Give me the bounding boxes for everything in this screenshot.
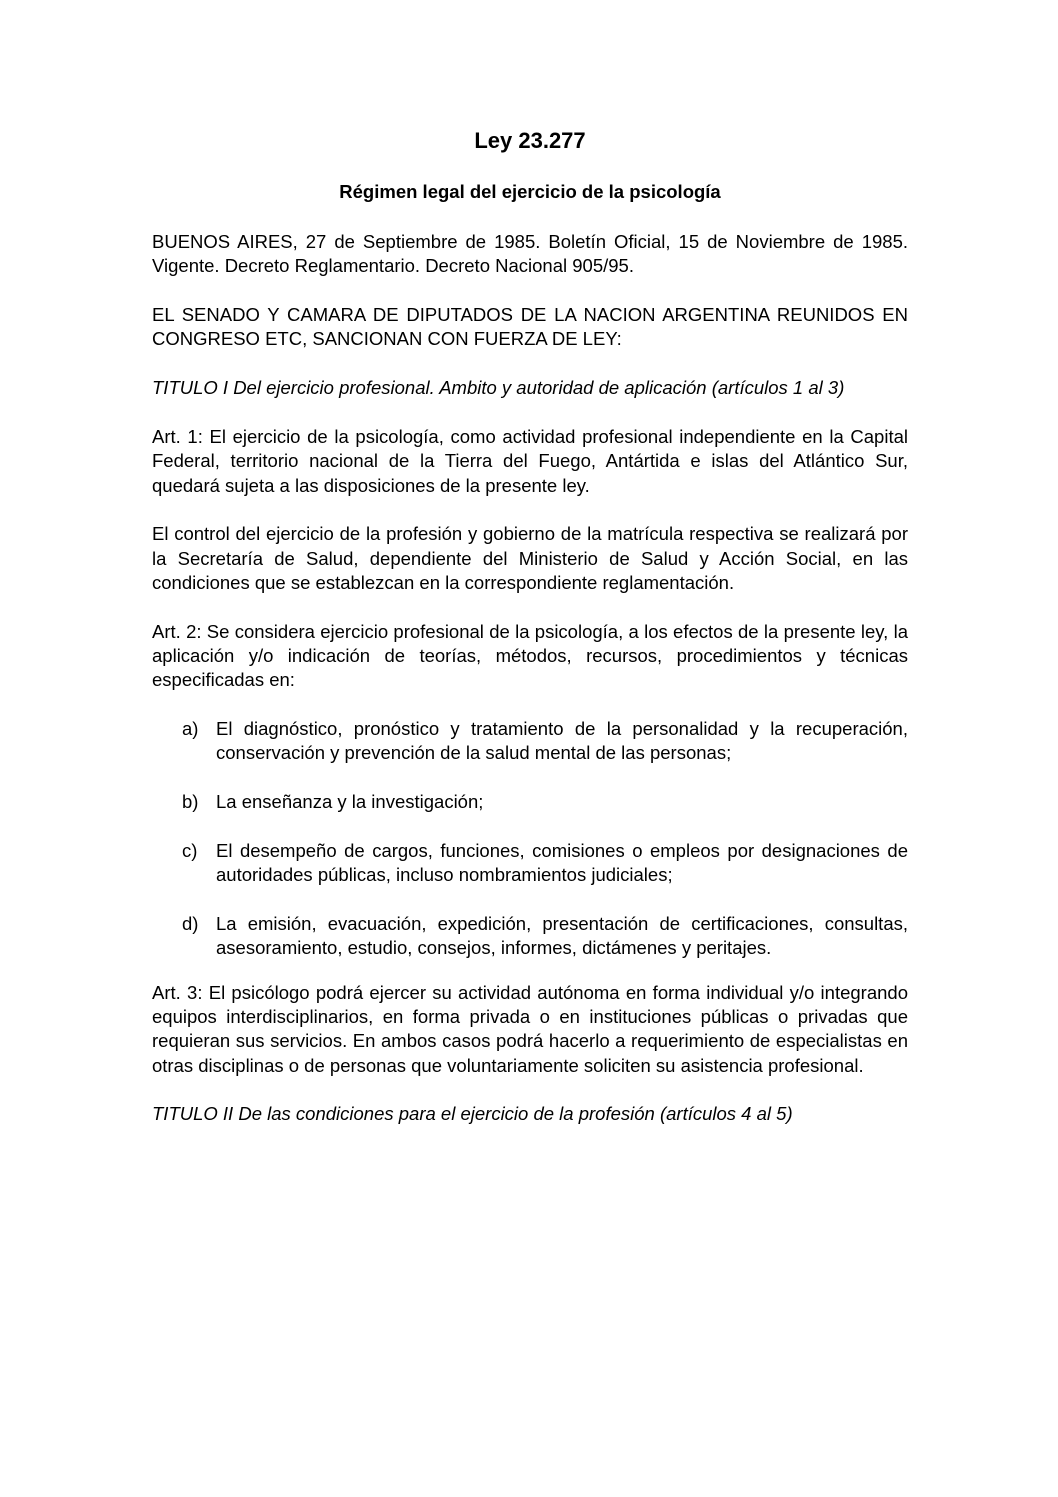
- list-item-text: El desempeño de cargos, funciones, comisiones o empleos por designaciones de autoridades públicas, incluso nombramientos judiciales;: [216, 840, 908, 886]
- document-page: [152, 126, 908, 1127]
- list-marker: a): [182, 718, 199, 740]
- list-marker: b): [182, 791, 199, 813]
- header-paragraph: BUENOS AIRES, 27 de Septiembre de 1985. Boletín Oficial, 15 de Noviembre de 1985. Vigente. Decreto Reglamentario. Decreto Nacional 905/95.: [152, 231, 908, 277]
- document-title: Ley 23.277: [474, 128, 586, 153]
- article-1-control: El control del ejercicio de la profesión y gobierno de la matrícula respectiva se realizará por la Secretaría de Salud, dependiente del Ministerio de Salud y Acción Social, en las condiciones que se establezcan en la correspondiente reglamentación.: [152, 523, 908, 593]
- list-item-text: La enseñanza y la investigación;: [216, 791, 484, 813]
- list-marker: c): [182, 840, 198, 862]
- article-1: Art. 1: El ejercicio de la psicología, como actividad profesional independiente en la Capital Federal, territorio nacional de la Tierra del Fuego, Antártida e islas del Atlántico Sur, quedará sujeta a las disposiciones de la presente ley.: [152, 425, 908, 496]
- list-item: [182, 912, 908, 961]
- titulo-2-heading: TITULO II De las condiciones para el ejercicio de la profesión (artículos 4 al 5): [152, 1103, 793, 1125]
- article-3: Art. 3: El psicólogo podrá ejercer su actividad autónoma en forma individual y/o integrando equipos interdisciplinarios, en forma privada o en instituciones públicas o privadas que requieran sus servicios. En ambos casos podrá hacerlo a requerimiento de especialistas en otras disciplinas o de personas que voluntariamente soliciten su asistencia profesional.: [152, 981, 908, 1076]
- list-item: [182, 839, 908, 888]
- list-marker: d): [182, 913, 199, 935]
- list-item-text: La emisión, evacuación, expedición, presentación de certificaciones, consultas, asesoramiento, estudio, consejos, informes, dictámenes y peritajes.: [216, 913, 908, 959]
- document-subtitle: Régimen legal del ejercicio de la psicología: [339, 181, 721, 202]
- list-item-text: El diagnóstico, pronóstico y tratamiento de la personalidad y la recuperación, conservación y prevención de la salud mental de las personas;: [216, 718, 908, 764]
- article-2-list: [152, 717, 908, 961]
- titulo-1-heading: TITULO I Del ejercicio profesional. Ambito y autoridad de aplicación (artículos 1 al 3): [152, 377, 845, 399]
- article-2: Art. 2: Se considera ejercicio profesional de la psicología, a los efectos de la presente ley, la aplicación y/o indicación de teorías, métodos, recursos, procedimientos y técnicas especificadas en:: [152, 620, 908, 691]
- enactment-paragraph: EL SENADO Y CAMARA DE DIPUTADOS DE LA NACION ARGENTINA REUNIDOS EN CONGRESO ETC, SANCIONAN CON FUERZA DE LEY:: [152, 304, 908, 350]
- list-item: [182, 790, 908, 814]
- list-item: [182, 717, 908, 766]
